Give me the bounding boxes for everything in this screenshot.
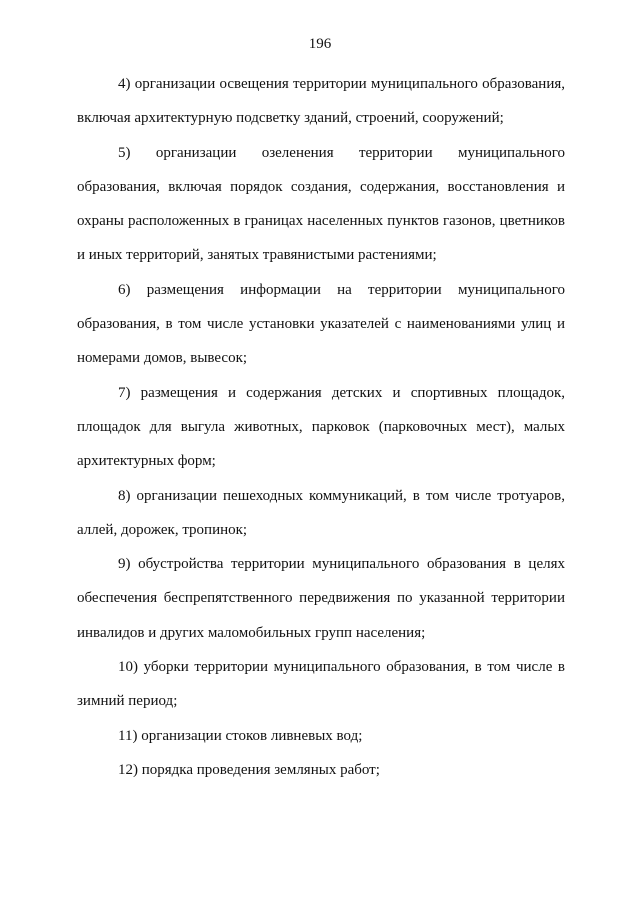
paragraph-item-9: 9) обустройства территории муниципального образования в целях обеспечения беспрепятственного передвижения по указанной территории инвалидов и других маломобильных групп населения; bbox=[77, 556, 565, 641]
paragraph-item-5: 5) организации озеленения территории муниципального образования, включая порядок создания, содержания, восстановления и охраны расположенных в границах населенных пунктов газонов, цветников и иных территорий, занятых травянистыми растениями; bbox=[77, 144, 565, 264]
paragraph-item-10: 10) уборки территории муниципального образования, в том числе в зимний период; bbox=[77, 659, 565, 710]
paragraph-item-12: 12) порядка проведения земляных работ; bbox=[118, 761, 380, 778]
paragraph-item-8: 8) организации пешеходных коммуникаций, в том числе тротуаров, аллей, дорожек, тропинок; bbox=[77, 487, 565, 538]
paragraph-item-4: 4) организации освещения территории муниципального образования, включая архитектурную подсветку зданий, строений, сооружений; bbox=[77, 76, 565, 127]
paragraph-item-7: 7) размещения и содержания детских и спортивных площадок, площадок для выгула животных, парковок (парковочных мест), малых архитектурных форм; bbox=[77, 384, 565, 470]
paragraph-item-6: 6) размещения информации на территории муниципального образования, в том числе установки указателей с наименованиями улиц и номерами домов, вывесок; bbox=[77, 281, 565, 367]
document-body bbox=[77, 67, 565, 787]
page-number: 196 bbox=[308, 36, 332, 52]
paragraph-item-11: 11) организации стоков ливневых вод; bbox=[118, 727, 363, 744]
